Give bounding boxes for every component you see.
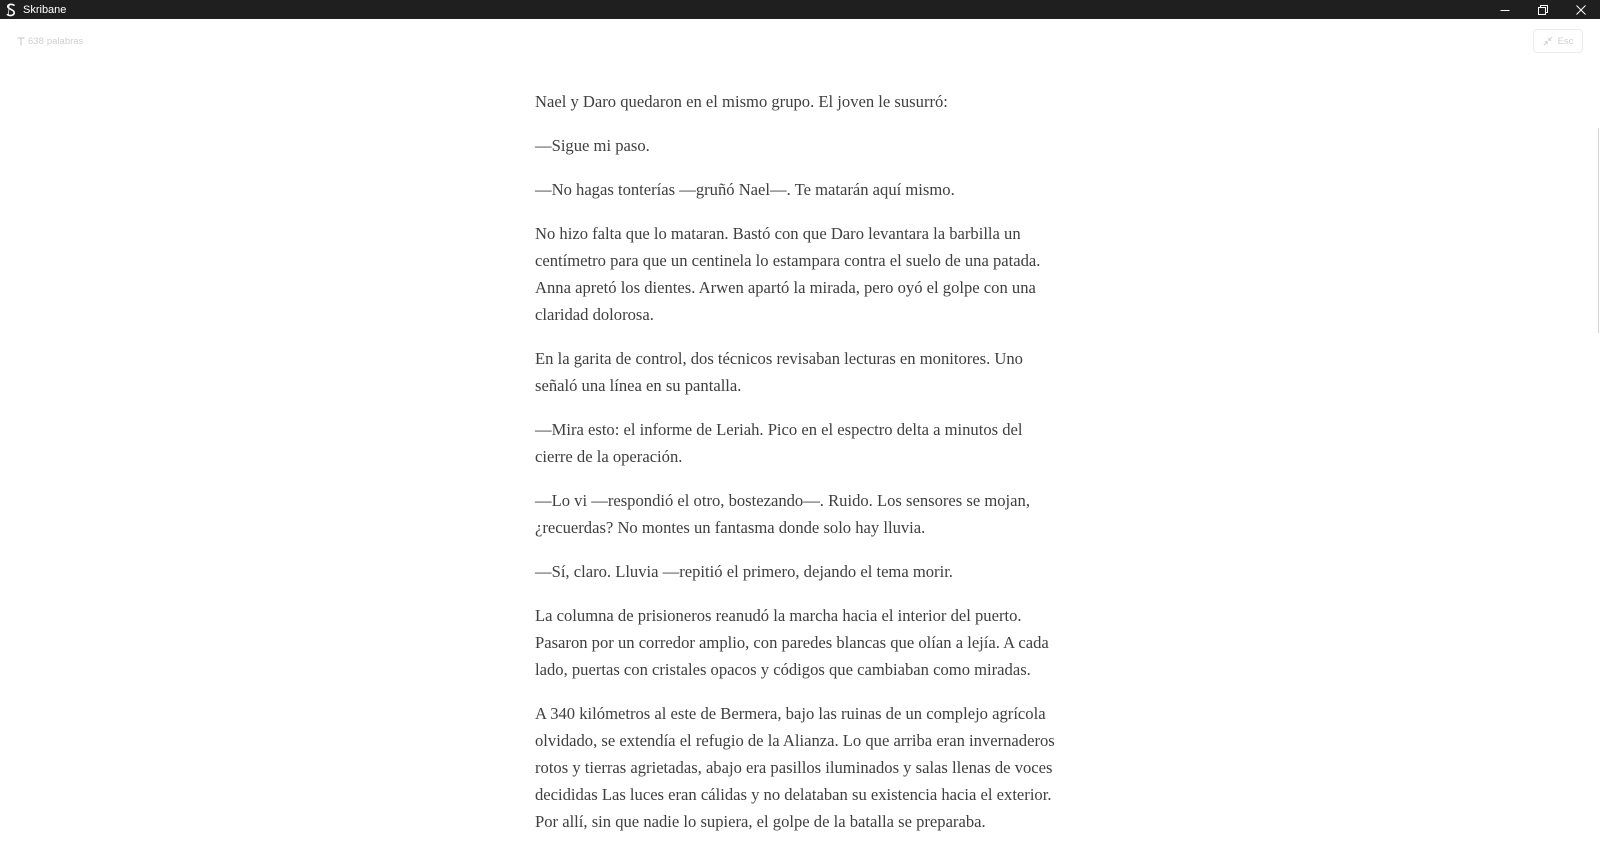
exit-focus-button[interactable]: [1533, 29, 1583, 53]
word-count-label: palabras: [46, 36, 84, 47]
minimize-arrows-icon: [1543, 36, 1553, 46]
paragraph[interactable]: —Sigue mi paso.: [535, 136, 650, 155]
paragraph[interactable]: En la garita de control, dos técnicos revisaban lecturas en monitores. Uno señaló una línea en su pantalla.: [535, 349, 1023, 395]
exit-label: Esc: [1557, 35, 1574, 47]
word-count-value: 638: [28, 36, 44, 47]
close-button[interactable]: [1562, 0, 1600, 19]
paragraph[interactable]: —Lo vi —respondió el otro, bostezando—. Ruido. Los sensores se mojan, ¿recuerdas? No montes un fantasma donde solo hay lluvia.: [535, 491, 1030, 537]
restore-icon: [1538, 5, 1548, 15]
word-count-indicator: [17, 36, 83, 47]
paragraph[interactable]: —Mira esto: el informe de Leriah. Pico en el espectro delta a minutos del cierre de la operación.: [535, 420, 1023, 466]
minimize-icon: [1500, 5, 1510, 15]
window-title: Skribane: [23, 3, 67, 16]
scrollbar-thumb[interactable]: [1598, 128, 1599, 333]
restore-button[interactable]: [1524, 0, 1562, 19]
paragraph[interactable]: —No hagas tonterías —gruñó Nael—. Te matarán aquí mismo.: [535, 180, 955, 199]
paragraph[interactable]: La columna de prisioneros reanudó la marcha hacia el interior del puerto. Pasaron por un corredor amplio, con paredes blancas que olían a lejía. A cada lado, puertas con cristales opacos y códigos que cambiaban como miradas.: [535, 606, 1049, 679]
document-editor[interactable]: [535, 88, 1055, 852]
skribane-logo-icon: [4, 3, 18, 17]
text-icon: [17, 37, 25, 46]
paragraph[interactable]: No hizo falta que lo mataran. Bastó con que Daro levantara la barbilla un centímetro para que un centinela lo estampara contra el suelo de una patada. Anna apretó los dientes. Arwen apartó la mirada, pero oyó el golpe con una claridad dolorosa.: [535, 224, 1041, 324]
paragraph[interactable]: Nael y Daro quedaron en el mismo grupo. El joven le susurró:: [535, 92, 948, 111]
title-bar: [0, 0, 1600, 19]
close-icon: [1576, 5, 1586, 15]
window-controls: [1486, 0, 1600, 19]
paragraph[interactable]: —Sí, claro. Lluvia —repitió el primero, dejando el tema morir.: [535, 562, 953, 581]
paragraph[interactable]: A 340 kilómetros al este de Bermera, bajo las ruinas de un complejo agrícola olvidado, se extendía el refugio de la Alianza. Lo que arriba eran invernaderos rotos y tierras agrietadas, abajo era pasillos iluminados y salas llenas de voces decididas Las luces eran cálidas y no delataban su existencia hacia el exterior. Por allí, sin que nadie lo supiera, el golpe de la batalla se preparaba.: [535, 704, 1055, 831]
minimize-button[interactable]: [1486, 0, 1524, 19]
